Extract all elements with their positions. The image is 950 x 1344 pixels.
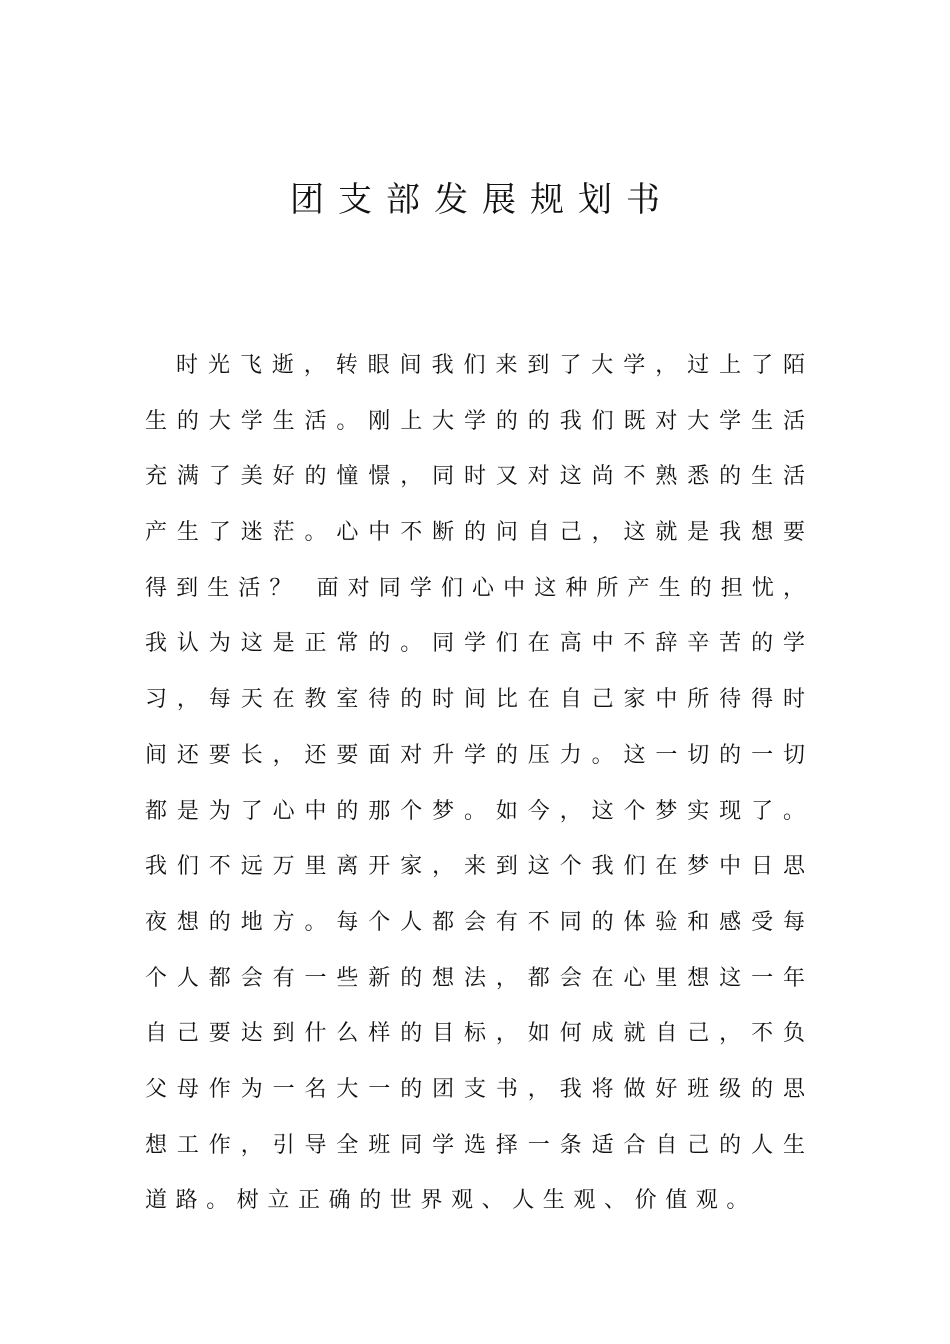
body-line: 充满了美好的憧憬，同时又对这尚不熟悉的生活 [145,464,805,490]
body-line: 时光飞逝，转眼间我们来到了大学，过上了陌 [176,353,805,378]
body-line: 道路。树立正确的世界观、人生观、价值观。 [145,1188,758,1214]
body-line: 得到生活？ 面对同学们心中这种所产生的担忧， [145,575,805,601]
body-line: 我认为这是正常的。同学们在高中不辞辛苦的学 [145,631,805,657]
body-line: 父母作为一名大一的团支书，我将做好班级的思 [145,1076,805,1102]
body-line: 生的大学生活。刚上大学的的我们既对大学生活 [145,408,805,434]
body-line: 习，每天在教室待的时间比在自己家中所待得时 [145,687,805,713]
document-title: 团支部发展规划书 [290,180,674,220]
body-line: 都是为了心中的那个梦。如今，这个梦实现了。 [145,798,805,824]
body-line: 夜想的地方。每个人都会有不同的体验和感受每 [145,909,805,935]
body-line: 产生了迷茫。心中不断的问自己，这就是我想要 [145,520,805,546]
document-body [145,342,805,1233]
body-line: 自己要达到什么样的目标，如何成就自己，不负 [145,1021,805,1047]
body-line: 我们不远万里离开家，来到这个我们在梦中日思 [145,854,805,880]
body-line: 个人都会有一些新的想法，都会在心里想这一年 [145,965,805,991]
body-line: 间还要长，还要面对升学的压力。这一切的一切 [145,742,805,768]
body-line: 想工作，引导全班同学选择一条适合自己的人生 [145,1132,805,1158]
